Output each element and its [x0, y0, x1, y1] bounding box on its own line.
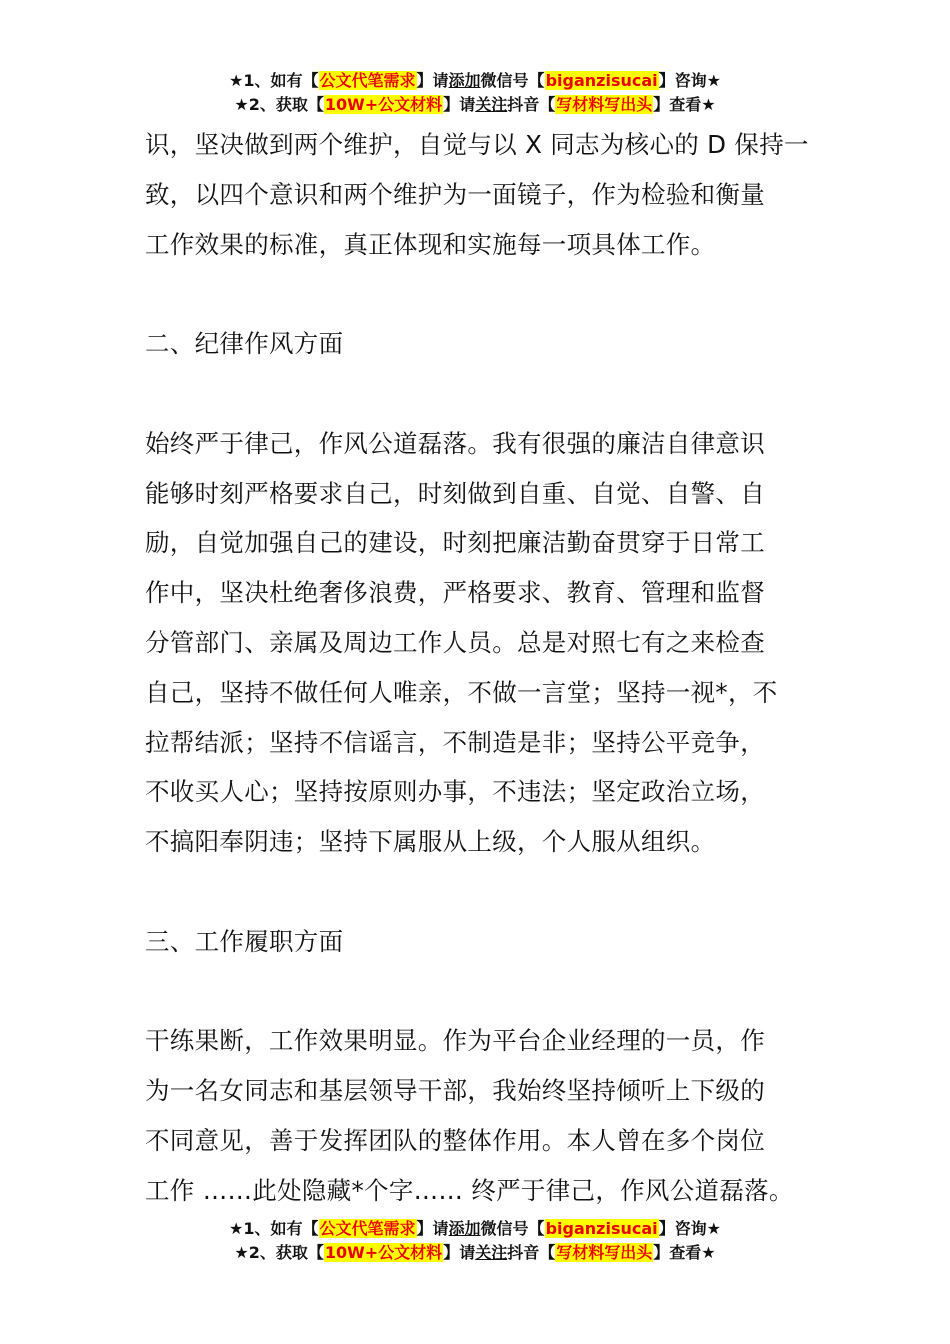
highlight-wechat-id: biganzisucai: [545, 71, 658, 90]
highlight-service: 公文代笔需求: [319, 1219, 416, 1238]
highlight-wechat-id: biganzisucai: [545, 1219, 658, 1238]
discipline-paragraph: 始终严于律己，作风公道磊落。我有很强的廉洁自律意识 能够时刻严格要求自己，时刻做到自重、自觉、自警、自 励，自觉加强自己的建设，时刻把廉洁勤奋贯穿于日常工 作中，坚决杜绝奢侈浪费，严格要求、教育、管理和监督 分管部门、亲属及周边工作人员。总是对照七有之来检查 自己，坚持不做任何人唯亲，不做一言堂；坚持一视*，不 拉帮结派；坚持不信谣言，不制造是非；坚持公平竞争， 不收买人心；坚持按原则办事，不违法；坚定政治立场， 不搞阳奉阴违；坚持下属服从上级，个人服从组织。: [145, 428, 778, 857]
banner-line-1: ★1、如有【公文代笔需求】请添加微信号【biganzisucai】咨询★: [229, 71, 721, 90]
highlight-materials: 10W+公文材料: [324, 95, 443, 114]
highlight-service: 公文代笔需求: [319, 71, 416, 90]
banner-line-2: ★2、获取【10W+公文材料】请关注抖音【写材料写出头】查看★: [234, 1243, 716, 1262]
document-body: [145, 120, 810, 1216]
highlight-materials: 10W+公文材料: [324, 1243, 443, 1262]
banner-line-1: ★1、如有【公文代笔需求】请添加微信号【biganzisucai】咨询★: [229, 1219, 721, 1238]
duties-paragraph: 干练果断，工作效果明显。作为平台企业经理的一员，作 为一名女同志和基层领导干部，我始终坚持倾听上下级的 不同意见，善于发挥团队的整体作用。本人曾在多个岗位 工作 ……此处隐藏*个字…… 终严于律己，作风公道磊落。: [145, 1026, 794, 1205]
banner-line-2: ★2、获取【10W+公文材料】请关注抖音【写材料写出头】查看★: [234, 95, 716, 114]
highlight-douyin-account: 写材料写出头: [556, 1243, 653, 1262]
section-heading-discipline: 二、纪律作风方面: [145, 329, 344, 359]
intro-paragraph: 识，坚决做到两个维护，自觉与以 X 同志为核心的 D 保持一 致，以四个意识和两个维护为一面镜子，作为检验和衡量 工作效果的标准，真正体现和实施每一项具体工作。: [145, 130, 809, 259]
footer-banner: [0, 1217, 950, 1265]
header-banner: [0, 69, 950, 117]
section-heading-duties: 三、工作履职方面: [145, 926, 344, 956]
highlight-douyin-account: 写材料写出头: [556, 95, 653, 114]
